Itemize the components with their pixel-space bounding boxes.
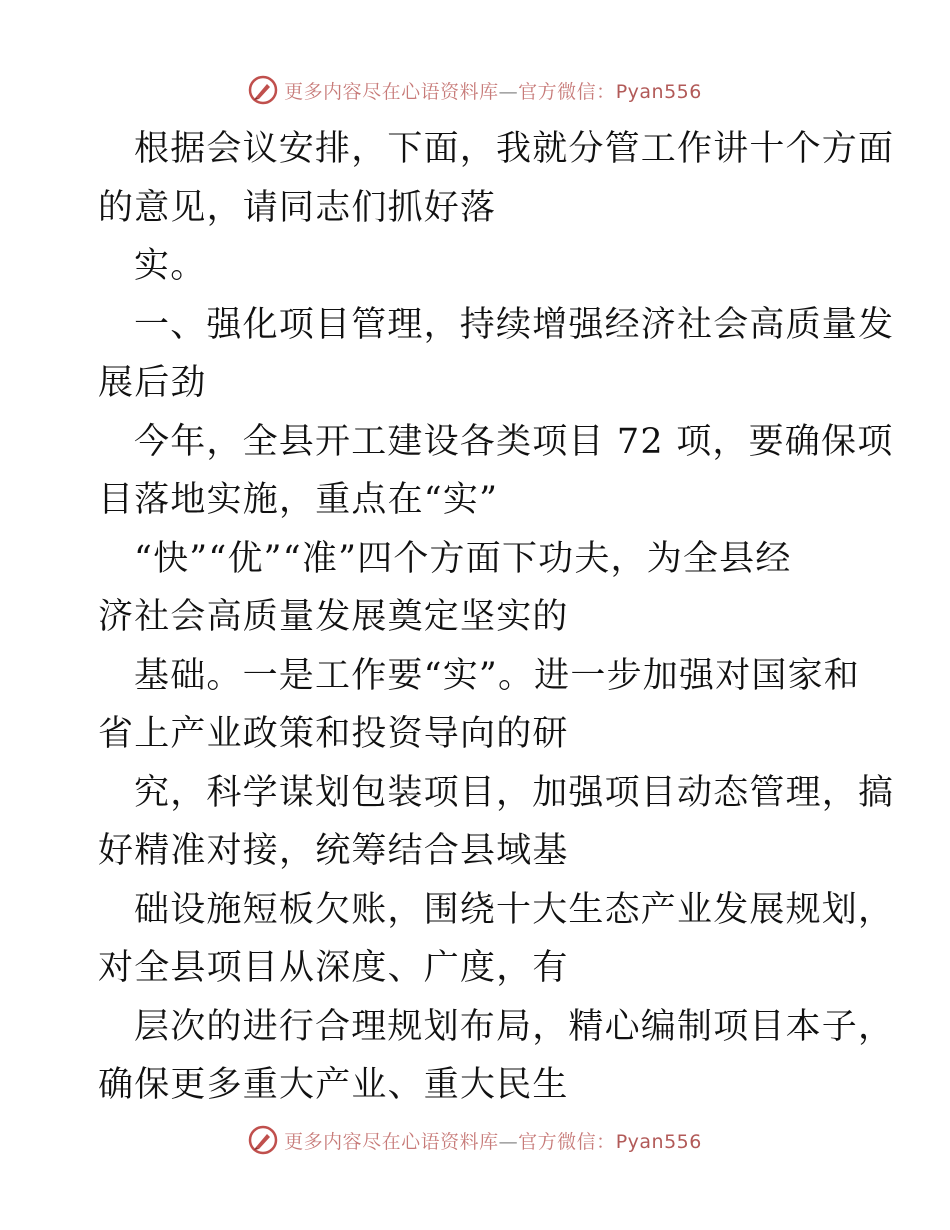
text-line: 的意见，请同志们抓好落 bbox=[98, 187, 497, 228]
text-line: 目落地实施，重点在“实” bbox=[98, 480, 499, 520]
text-line: 确保更多重大产业、重大民生 bbox=[98, 1065, 569, 1105]
text-line: 实。 bbox=[134, 246, 207, 286]
watermark-text: 更多内容尽在心语资料库—官方微信：Pyan556 bbox=[284, 1130, 702, 1153]
text-line: 础设施短板欠账，围绕十大生态产业发展规划， bbox=[134, 889, 895, 930]
text-line: 层次的进行合理规划布局，精心编制项目本子， bbox=[134, 1006, 895, 1047]
text-line: 一、强化项目管理，持续增强经济社会高质量发 bbox=[134, 304, 895, 345]
text-line: 济社会高质量发展奠定坚实的 bbox=[98, 597, 569, 637]
header-watermark bbox=[0, 70, 950, 110]
pen-logo-icon bbox=[248, 75, 278, 105]
watermark-text: 更多内容尽在心语资料库—官方微信：Pyan556 bbox=[284, 80, 702, 103]
text-line: 展后劲 bbox=[98, 363, 207, 403]
footer-watermark bbox=[0, 1120, 950, 1160]
text-line: 好精准对接，统筹结合县域基 bbox=[98, 831, 569, 871]
text-line: 省上产业政策和投资导向的研 bbox=[98, 714, 569, 754]
text-line: 对全县项目从深度、广度，有 bbox=[98, 948, 569, 988]
text-line: 今年，全县开工建设各类项目 72 项，要确保项 bbox=[134, 421, 894, 462]
text-line: “快”“优”“准”四个方面下功夫，为全县经 bbox=[134, 538, 792, 579]
text-line: 根据会议安排，下面，我就分管工作讲十个方面 bbox=[134, 129, 895, 169]
text-line: 基础。一是工作要“实”。进一步加强对国家和 bbox=[134, 655, 860, 696]
document-body bbox=[98, 120, 895, 1115]
text-line: 究，科学谋划包装项目，加强项目动态管理，搞 bbox=[134, 772, 895, 813]
body-text bbox=[98, 120, 895, 1115]
pen-logo-icon bbox=[248, 1125, 278, 1155]
